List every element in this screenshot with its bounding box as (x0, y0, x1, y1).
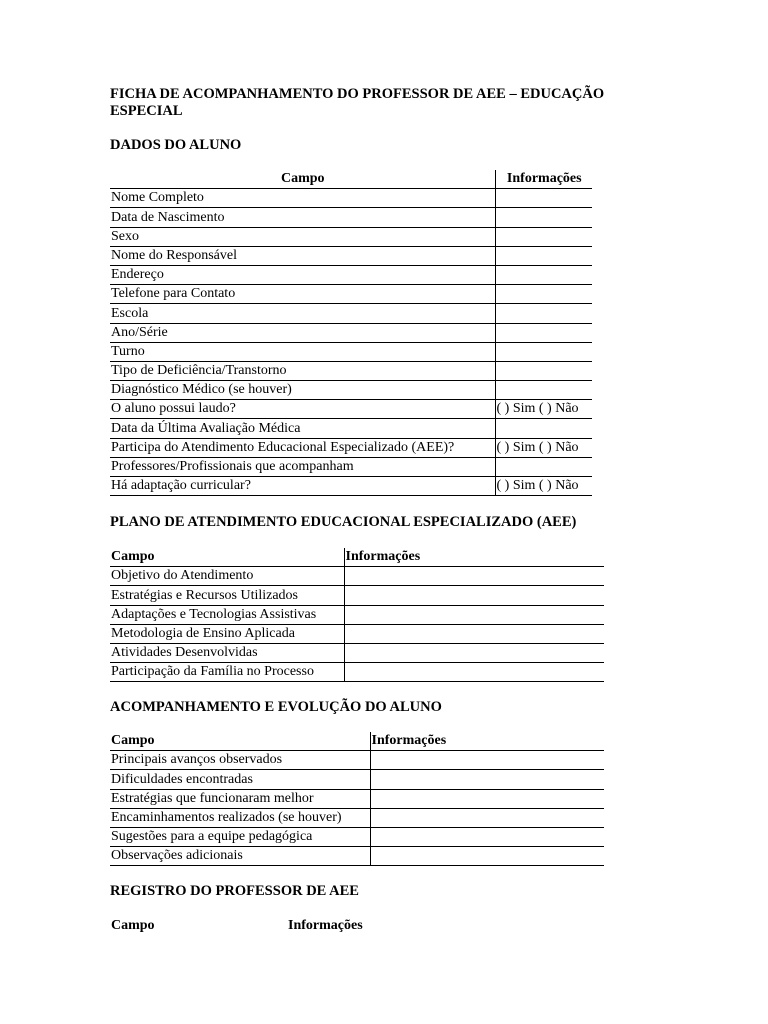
table-row (110, 361, 592, 380)
field-label: Estratégias e Recursos Utilizados (111, 587, 299, 603)
field-value[interactable] (370, 751, 604, 770)
table-row (110, 808, 604, 827)
field-label: Sexo (111, 228, 139, 244)
field-label: Estratégias que funcionaram melhor (111, 790, 314, 806)
table-row (110, 827, 604, 846)
table-header-row (110, 732, 604, 751)
table-dados-aluno (110, 170, 592, 496)
table-header-row (110, 170, 592, 189)
field-label: Data de Nascimento (111, 209, 225, 225)
field-label: Encaminhamentos realizados (se houver) (111, 809, 342, 825)
section-heading-registro-professor: REGISTRO DO PROFESSOR DE AEE (110, 883, 359, 899)
table-row (110, 400, 592, 419)
field-label: Escola (111, 305, 149, 321)
table-row (110, 477, 592, 496)
field-label: O aluno possui laudo? (111, 401, 236, 417)
field-label: Principais avanços observados (111, 752, 283, 768)
table-row (110, 419, 592, 438)
field-value[interactable] (370, 789, 604, 808)
document-title: FICHA DE ACOMPANHAMENTO DO PROFESSOR DE AEE – EDUCAÇÃO ESPECIAL (110, 86, 605, 119)
field-value[interactable] (344, 643, 604, 662)
field-label: Participação da Família no Processo (111, 664, 314, 680)
column-header-informacoes: Informações (288, 918, 363, 934)
field-label: Professores/Profissionais que acompanham (111, 459, 354, 474)
column-header-campo: Campo (111, 549, 155, 565)
field-label: Objetivo do Atendimento (111, 568, 254, 584)
table-row (110, 663, 604, 682)
field-value[interactable] (495, 361, 592, 380)
field-value[interactable] (344, 586, 604, 605)
table-row (110, 304, 592, 323)
field-label: Participa do Atendimento Educacional Especializado (AEE)? (111, 439, 455, 455)
table-row (110, 847, 604, 866)
table-row (110, 227, 592, 246)
field-label: Turno (111, 343, 145, 359)
field-value[interactable] (495, 246, 592, 265)
field-value[interactable] (370, 847, 604, 866)
field-label: Nome Completo (111, 190, 204, 206)
field-label: Metodologia de Ensino Aplicada (111, 625, 295, 641)
field-value[interactable] (370, 770, 604, 789)
column-header-campo: Campo (111, 918, 155, 934)
field-value[interactable] (495, 285, 592, 304)
field-label: Dificuldades encontradas (111, 771, 253, 787)
table-row (110, 457, 592, 476)
table-row (110, 208, 592, 227)
table-row (110, 342, 592, 361)
table-header-row (110, 917, 407, 935)
field-value[interactable]: ( ) Sim ( ) Não (495, 438, 592, 457)
field-value[interactable] (370, 827, 604, 846)
table-row (110, 770, 604, 789)
field-value[interactable] (495, 227, 592, 246)
field-label: Sugestões para a equipe pedagógica (111, 829, 313, 845)
field-value[interactable] (495, 419, 592, 438)
column-header-informacoes: Informações (495, 170, 592, 189)
table-registro-professor (110, 917, 407, 935)
section-heading-plano-aee: PLANO DE ATENDIMENTO EDUCACIONAL ESPECIALIZADO (AEE) (110, 514, 577, 530)
field-label: Data da Última Avaliação Médica (111, 420, 301, 436)
table-row (110, 265, 592, 284)
column-header-campo: Campo (111, 733, 155, 749)
field-value[interactable] (344, 663, 604, 682)
field-value[interactable]: ( ) Sim ( ) Não (495, 400, 592, 419)
table-row (110, 381, 592, 400)
table-row (110, 189, 592, 208)
table-row (110, 751, 604, 770)
table-row (110, 438, 592, 457)
table-row (110, 285, 592, 304)
field-value[interactable] (495, 189, 592, 208)
field-label: Atividades Desenvolvidas (111, 645, 258, 661)
field-label: Endereço (111, 267, 164, 283)
field-value[interactable] (495, 342, 592, 361)
column-header-campo: Campo (280, 171, 325, 187)
table-row (110, 624, 604, 643)
table-row (110, 789, 604, 808)
column-header-informacoes: Informações (344, 548, 604, 567)
field-value[interactable] (370, 808, 604, 827)
field-value[interactable] (495, 265, 592, 284)
table-row (110, 643, 604, 662)
field-value[interactable] (344, 567, 604, 586)
table-row (110, 586, 604, 605)
field-value[interactable]: ( ) Sim ( ) Não (495, 477, 592, 496)
field-label: Ano/Série (111, 324, 168, 340)
table-header-row (110, 548, 604, 567)
section-heading-acompanhamento: ACOMPANHAMENTO E EVOLUÇÃO DO ALUNO (110, 699, 442, 715)
column-header-informacoes: Informações (370, 732, 604, 751)
field-label: Adaptações e Tecnologias Assistivas (111, 606, 317, 622)
field-label: Tipo de Deficiência/Transtorno (111, 363, 287, 379)
field-label: Telefone para Contato (111, 286, 236, 302)
field-value[interactable] (495, 323, 592, 342)
field-label: Diagnóstico Médico (se houver) (111, 382, 292, 398)
field-value[interactable] (495, 457, 592, 476)
field-value[interactable] (495, 304, 592, 323)
field-label: Há adaptação curricular? (111, 478, 251, 494)
table-row (110, 567, 604, 586)
field-label: Observações adicionais (111, 848, 243, 864)
section-heading-dados-aluno: DADOS DO ALUNO (110, 137, 242, 153)
table-plano-aee (110, 548, 604, 682)
table-row (110, 323, 592, 342)
field-value[interactable] (344, 624, 604, 643)
field-value[interactable] (495, 381, 592, 400)
table-row (110, 605, 604, 624)
field-label: Nome do Responsável (111, 247, 237, 263)
table-acompanhamento (110, 732, 604, 866)
table-row (110, 246, 592, 265)
field-value[interactable] (344, 605, 604, 624)
field-value[interactable] (495, 208, 592, 227)
